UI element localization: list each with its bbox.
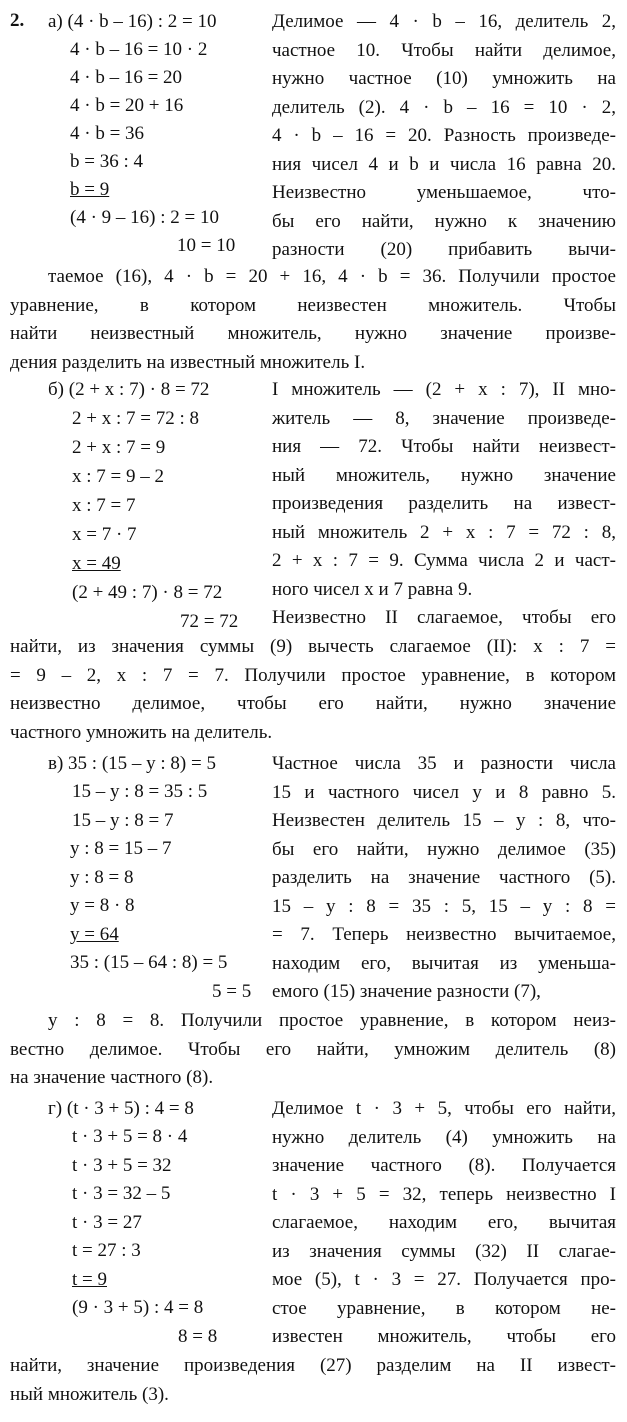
- continuation-line: дения разделить на известный множитель I.: [10, 351, 366, 373]
- equation-line: t · 3 + 5 = 8 · 4: [72, 1126, 188, 1147]
- explanation-line: из значения суммы (32) II слагае-: [272, 1240, 616, 1262]
- equation-check-result: 72 = 72: [180, 611, 239, 632]
- equation-check-result: 8 = 8: [178, 1326, 218, 1347]
- equation-line: y : 8 = 15 – 7: [70, 838, 172, 859]
- equation-line: y = 8 · 8: [70, 895, 135, 916]
- continuation-line: найти, значение произведения (27) разделим на II извест-: [10, 1355, 616, 1376]
- equation-line: 2 + x : 7 = 9: [72, 437, 166, 458]
- explanation: [272, 376, 616, 633]
- explanation-line: Делимое t · 3 + 5, чтобы его найти,: [272, 1098, 616, 1119]
- equation-line: 4 · b = 36: [70, 123, 145, 144]
- equation-check: (4 · 9 – 16) : 2 = 10: [70, 207, 219, 228]
- explanation-line: емого (15) значение разности (7),: [272, 981, 541, 1002]
- continuation: [10, 263, 616, 377]
- continuation-line: уравнение, в котором неизвестен множитель. Чтобы: [10, 294, 616, 316]
- explanation-line: произведения разделить на извест-: [272, 493, 616, 514]
- equation-check: 35 : (15 – 64 : 8) = 5: [70, 952, 228, 973]
- equation-check: (2 + 49 : 7) · 8 = 72: [72, 582, 223, 603]
- explanation-line: известен множитель, чтобы его: [272, 1326, 616, 1347]
- explanation-line: слагаемое, находим его, вычитая: [272, 1212, 616, 1233]
- equation-answer: b = 9: [70, 179, 110, 200]
- explanation-line: бы его найти, нужно к значению: [272, 210, 616, 232]
- explanation: [272, 1095, 616, 1352]
- equation-line: x : 7 = 7: [72, 495, 136, 516]
- equation-line: в) 35 : (15 – y : 8) = 5: [48, 753, 216, 774]
- equation-check-result: 10 = 10: [177, 235, 236, 256]
- explanation-line: разделить на значение частного (5).: [272, 867, 616, 888]
- explanation-line: Частное числа 35 и разности числа: [272, 753, 616, 774]
- continuation-line: найти неизвестный множитель, нужно значение произве-: [10, 323, 616, 344]
- continuation: [10, 1007, 616, 1093]
- explanation-line: Неизвестно II слагаемое, чтобы его: [272, 607, 616, 628]
- explanation-line: Делимое — 4 · b – 16, делитель 2,: [272, 11, 616, 32]
- continuation: [10, 633, 616, 747]
- equation-answer: y = 64: [70, 924, 119, 945]
- equation-line: b = 36 : 4: [70, 151, 143, 172]
- equation-line: а) (4 · b – 16) : 2 = 10: [48, 11, 217, 32]
- continuation-line: вестно делимое. Чтобы его найти, умножим делитель (8): [10, 1038, 616, 1060]
- explanation-line: стое уравнение, в котором не-: [272, 1297, 616, 1319]
- continuation-line: = 9 – 2, x : 7 = 7. Получили простое уравнение, в котором: [10, 664, 616, 686]
- continuation-line: ный множитель (3).: [10, 1383, 169, 1405]
- equation-line: y : 8 = 8: [70, 867, 134, 888]
- explanation-line: t · 3 + 5 = 32, теперь неизвестно I: [272, 1183, 616, 1205]
- explanation-line: ного чисел x и 7 равна 9.: [272, 578, 473, 600]
- explanation-line: Неизвестно уменьшаемое, что-: [272, 182, 616, 203]
- equation-line: t · 3 + 5 = 32: [72, 1155, 172, 1176]
- equation-line: x : 7 = 9 – 2: [72, 466, 164, 487]
- explanation: [272, 750, 616, 1007]
- explanation-line: мое (5), t · 3 = 27. Получается про-: [272, 1269, 616, 1290]
- explanation-line: 15 – y : 8 = 35 : 5, 15 – y : 8 =: [272, 895, 616, 917]
- explanation-line: значение частного (8). Получается: [272, 1155, 616, 1176]
- equation-line: 4 · b = 20 + 16: [70, 95, 184, 116]
- continuation-line: y : 8 = 8. Получили простое уравнение, в котором неиз-: [48, 1010, 616, 1031]
- continuation: [10, 1352, 616, 1409]
- explanation-line: 2 + x : 7 = 9. Сумма числа 2 и част-: [272, 550, 616, 571]
- equation-line: 15 – y : 8 = 35 : 5: [72, 781, 208, 802]
- equation-line: t · 3 = 32 – 5: [72, 1183, 171, 1204]
- explanation-line: житель — 8, значение произведе-: [272, 407, 616, 429]
- explanation-line: 15 и частного чисел y и 8 равно 5.: [272, 781, 616, 803]
- explanation-line: делитель (2). 4 · b – 16 = 10 · 2,: [272, 96, 616, 118]
- continuation-line: таемое (16), 4 · b = 20 + 16, 4 · b = 36. Получили простое: [48, 266, 616, 287]
- explanation-line: I множитель — (2 + x : 7), II мно-: [272, 379, 616, 400]
- equation-check-result: 5 = 5: [212, 981, 252, 1002]
- equation-line: 15 – y : 8 = 7: [72, 810, 174, 831]
- explanation: [272, 8, 616, 265]
- equation-line: б) (2 + x : 7) · 8 = 72: [48, 379, 210, 400]
- explanation-line: разности (20) прибавить вычи-: [272, 239, 616, 260]
- explanation-line: ния — 72. Чтобы найти неизвест-: [272, 436, 616, 457]
- explanation-line: находим его, вычитая из уменьша-: [272, 952, 616, 974]
- equation-line: t = 27 : 3: [72, 1240, 141, 1261]
- equation-line: x = 7 · 7: [72, 524, 137, 545]
- equation-line: 2 + x : 7 = 72 : 8: [72, 408, 199, 429]
- explanation-line: = 7. Теперь неизвестно вычитаемое,: [272, 924, 616, 945]
- explanation-line: нужно частное (10) умножить на: [272, 68, 616, 89]
- continuation-line: частного умножить на делитель.: [10, 721, 273, 743]
- equation-answer: x = 49: [72, 553, 121, 574]
- continuation-line: неизвестно делимое, чтобы его найти, нужно значение: [10, 693, 616, 714]
- equation-line: 4 · b – 16 = 10 · 2: [70, 39, 208, 60]
- explanation-line: бы его найти, нужно делимое (35): [272, 838, 616, 860]
- problem-number: 2.: [10, 10, 25, 31]
- explanation-line: нужно делитель (4) умножить на: [272, 1126, 616, 1148]
- explanation-line: Неизвестен делитель 15 – y : 8, что-: [272, 810, 616, 831]
- continuation-line: на значение частного (8).: [10, 1067, 214, 1088]
- equation-line: t · 3 = 27: [72, 1212, 142, 1233]
- explanation-line: ния чисел 4 и b и числа 16 равна 20.: [272, 153, 616, 175]
- equation-line: г) (t · 3 + 5) : 4 = 8: [48, 1098, 194, 1119]
- equation-line: 4 · b – 16 = 20: [70, 67, 183, 88]
- explanation-line: ный множитель, нужно значение: [272, 464, 616, 486]
- explanation-line: 4 · b – 16 = 20. Разность произведе-: [272, 125, 616, 146]
- explanation-line: ный множитель 2 + x : 7 = 72 : 8,: [272, 521, 616, 543]
- explanation-line: частное 10. Чтобы найти делимое,: [272, 39, 616, 61]
- continuation-line: найти, из значения суммы (9) вычесть слагаемое (II): x : 7 =: [10, 636, 616, 657]
- equation-answer: t = 9: [72, 1269, 107, 1290]
- equation-check: (9 · 3 + 5) : 4 = 8: [72, 1297, 204, 1318]
